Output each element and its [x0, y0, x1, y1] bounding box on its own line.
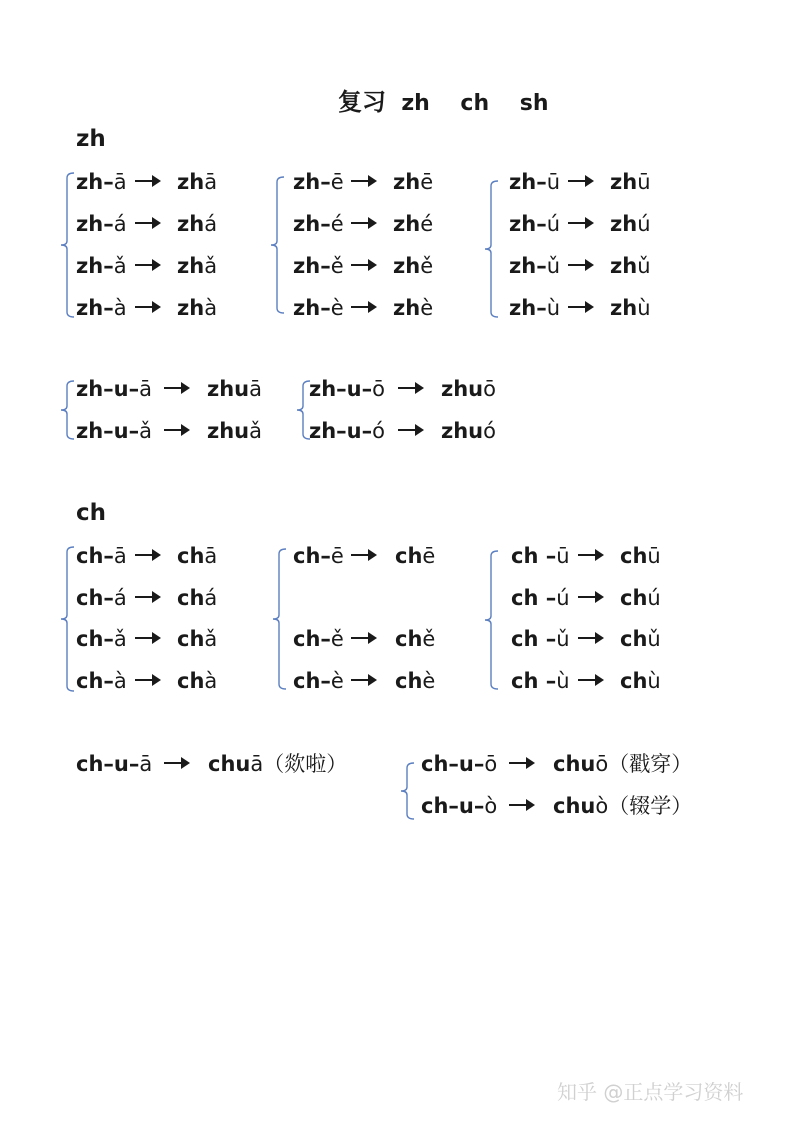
hyphen: – — [545, 586, 557, 610]
result-initial: zh — [177, 170, 205, 194]
result-initial: zhu — [207, 419, 250, 443]
tone-final: ò — [484, 794, 498, 818]
tone-final: ō — [372, 377, 385, 401]
pinyin-row — [511, 667, 700, 695]
result-tone: ū — [637, 170, 651, 194]
pinyin-row — [293, 252, 473, 280]
hyphen: – — [103, 212, 114, 236]
example-word: （辍学） — [608, 794, 693, 818]
right-arrow-icon — [351, 306, 375, 308]
result-initial: ch — [620, 627, 648, 651]
result-syllable — [610, 252, 651, 280]
result-syllable — [177, 168, 217, 196]
result-syllable — [553, 792, 692, 820]
tone-final: ā — [113, 544, 127, 568]
initial-part: ch–u — [421, 794, 474, 818]
right-arrow-icon — [351, 679, 375, 681]
right-arrow-icon — [568, 180, 592, 182]
tone-final: ō — [484, 752, 498, 776]
initial-part: zh — [293, 254, 321, 278]
result-initial: zh — [610, 254, 638, 278]
hyphen: – — [320, 170, 331, 194]
tone-final: è — [330, 296, 344, 320]
pinyin-row — [421, 750, 794, 778]
pinyin-row — [293, 625, 475, 653]
result-initial: ch — [620, 586, 648, 610]
result-tone: ě — [420, 254, 434, 278]
initial-part: ch — [76, 627, 104, 651]
initial-part: zh — [509, 212, 537, 236]
pinyin-row — [76, 542, 257, 570]
hyphen: – — [536, 254, 547, 278]
initial-part: ch — [293, 669, 321, 693]
right-arrow-icon — [509, 804, 533, 806]
tone-final: ǎ — [113, 627, 127, 651]
tone-final: ā — [139, 377, 152, 401]
initial-part: zh–u — [76, 377, 129, 401]
right-arrow-icon — [578, 596, 602, 598]
left-brace-icon — [484, 180, 500, 318]
result-syllable — [620, 625, 661, 653]
initial-part: ch — [76, 669, 104, 693]
tone-final: á — [113, 586, 127, 610]
initial-part: zh — [76, 212, 104, 236]
result-tone: ǎ — [204, 627, 218, 651]
initial-part: zh — [293, 212, 321, 236]
initial-part: zh — [509, 170, 537, 194]
tone-final: ó — [372, 419, 385, 443]
right-arrow-icon — [398, 387, 422, 389]
pinyin-row — [76, 625, 257, 653]
result-syllable — [177, 210, 217, 238]
result-initial: zhu — [441, 419, 484, 443]
initial-part: zh — [293, 170, 321, 194]
result-initial: ch — [620, 544, 648, 568]
pinyin-row — [76, 168, 257, 196]
result-tone: ǔ — [637, 254, 651, 278]
result-initial: zh — [610, 296, 638, 320]
right-arrow-icon — [135, 222, 159, 224]
result-initial: zh — [393, 296, 421, 320]
result-tone: ā — [204, 544, 218, 568]
right-arrow-icon — [351, 637, 375, 639]
initial-part: ch — [76, 544, 104, 568]
right-arrow-icon — [351, 264, 375, 266]
result-initial: ch — [620, 669, 648, 693]
hyphen: – — [103, 254, 114, 278]
result-tone: ú — [647, 586, 661, 610]
left-brace-icon — [60, 172, 76, 318]
result-syllable — [553, 750, 692, 778]
result-tone: ě — [422, 627, 436, 651]
result-tone: á — [204, 586, 218, 610]
right-arrow-icon — [509, 762, 533, 764]
initial-part: ch — [511, 586, 546, 610]
initial-part: zh — [76, 296, 104, 320]
right-arrow-icon — [135, 679, 159, 681]
right-arrow-icon — [351, 554, 375, 556]
hyphen: – — [320, 627, 331, 651]
hyphen: – — [320, 254, 331, 278]
pinyin-row — [76, 417, 287, 445]
result-tone: ò — [595, 794, 609, 818]
initial-part: ch — [511, 544, 546, 568]
right-arrow-icon — [578, 679, 602, 681]
result-initial: ch — [177, 586, 205, 610]
initial-part: ch–u — [76, 752, 129, 776]
hyphen: – — [361, 419, 373, 443]
right-arrow-icon — [568, 306, 592, 308]
initial-part: zh — [76, 254, 104, 278]
initial-part: zh–u — [309, 419, 362, 443]
heading-ch: ch — [76, 500, 107, 526]
result-syllable — [441, 375, 496, 403]
pinyin-row — [76, 294, 257, 322]
result-tone: à — [204, 669, 218, 693]
tone-final: ǔ — [546, 254, 560, 278]
pinyin-row — [509, 252, 690, 280]
result-syllable — [395, 625, 435, 653]
left-brace-icon — [60, 546, 76, 692]
pinyin-row — [309, 417, 521, 445]
tone-final: ē — [330, 544, 344, 568]
hyphen: – — [103, 170, 114, 194]
result-initial: zh — [393, 254, 421, 278]
result-tone: ǎ — [204, 254, 218, 278]
tone-final: ù — [556, 669, 570, 693]
tone-final: ū — [546, 170, 560, 194]
result-initial: ch — [177, 544, 205, 568]
initial-part: ch–u — [421, 752, 474, 776]
right-arrow-icon — [164, 387, 188, 389]
tone-final: ā — [139, 752, 153, 776]
result-tone: ō — [595, 752, 609, 776]
tone-final: ú — [546, 212, 560, 236]
result-syllable — [395, 667, 435, 695]
hyphen: – — [320, 296, 331, 320]
tone-final: ù — [546, 296, 560, 320]
pinyin-row — [293, 294, 473, 322]
left-brace-icon — [270, 176, 286, 314]
hyphen: – — [128, 419, 140, 443]
result-syllable — [177, 584, 217, 612]
tone-final: è — [330, 669, 344, 693]
tone-final: ě — [330, 627, 344, 651]
pinyin-row — [76, 375, 287, 403]
example-word: （欻啦） — [263, 752, 348, 776]
initial-part: zh — [76, 170, 104, 194]
hyphen: – — [545, 544, 557, 568]
result-syllable — [177, 542, 217, 570]
right-arrow-icon — [135, 554, 159, 556]
right-arrow-icon — [164, 762, 188, 764]
result-initial: ch — [395, 544, 423, 568]
initial-part: ch — [293, 544, 321, 568]
right-arrow-icon — [351, 180, 375, 182]
tone-final: é — [330, 212, 344, 236]
result-initial: ch — [177, 627, 205, 651]
hyphen: – — [128, 377, 140, 401]
pinyin-row — [509, 168, 690, 196]
tone-final: ě — [330, 254, 344, 278]
result-syllable — [620, 584, 661, 612]
hyphen: – — [320, 669, 331, 693]
result-initial: ch — [395, 669, 423, 693]
pinyin-row — [511, 542, 700, 570]
right-arrow-icon — [164, 429, 188, 431]
left-brace-icon — [400, 762, 416, 820]
example-word: （戳穿） — [608, 752, 693, 776]
hyphen: – — [320, 544, 331, 568]
pinyin-row — [293, 542, 475, 570]
result-tone: è — [422, 669, 436, 693]
result-initial: ch — [177, 669, 205, 693]
right-arrow-icon — [135, 264, 159, 266]
result-initial: zh — [393, 170, 421, 194]
result-tone: ó — [483, 419, 496, 443]
result-tone: ā — [204, 170, 218, 194]
pinyin-row — [76, 584, 257, 612]
result-tone: á — [204, 212, 218, 236]
page-title — [338, 82, 549, 117]
result-initial: zh — [177, 296, 205, 320]
hyphen: – — [536, 296, 547, 320]
right-arrow-icon — [351, 222, 375, 224]
result-syllable — [441, 417, 496, 445]
right-arrow-icon — [578, 637, 602, 639]
hyphen: – — [103, 586, 114, 610]
result-syllable — [610, 294, 651, 322]
result-tone: ù — [637, 296, 651, 320]
result-syllable — [177, 625, 217, 653]
hyphen: – — [536, 212, 547, 236]
result-syllable — [208, 750, 347, 778]
result-syllable — [620, 667, 661, 695]
result-initial: chu — [208, 752, 251, 776]
result-initial: zh — [177, 212, 205, 236]
result-tone: ū — [647, 544, 661, 568]
hyphen: – — [103, 544, 114, 568]
result-syllable — [395, 542, 435, 570]
result-initial: zhu — [207, 377, 250, 401]
left-brace-icon — [60, 380, 76, 440]
hyphen: – — [361, 377, 373, 401]
result-tone: ú — [637, 212, 651, 236]
tone-final: à — [113, 669, 127, 693]
initial-part: zh — [509, 254, 537, 278]
result-tone: ǔ — [647, 627, 661, 651]
pinyin-row — [511, 584, 700, 612]
right-arrow-icon — [135, 180, 159, 182]
hyphen: – — [473, 794, 485, 818]
hyphen: – — [320, 212, 331, 236]
tone-final: ǔ — [556, 627, 570, 651]
tone-final: á — [113, 212, 127, 236]
result-initial: zh — [610, 170, 638, 194]
result-tone: ē — [422, 544, 436, 568]
result-initial: zh — [393, 212, 421, 236]
watermark: 知乎 @正点学习资料 — [557, 1080, 744, 1104]
result-initial: chu — [553, 752, 596, 776]
title-cn: 复习 — [338, 87, 386, 116]
initial-part: zh — [509, 296, 537, 320]
pinyin-row — [76, 667, 257, 695]
result-tone: ǎ — [249, 419, 262, 443]
tone-final: ū — [556, 544, 570, 568]
result-tone: é — [420, 212, 434, 236]
result-tone: ā — [249, 377, 262, 401]
heading-zh: zh — [76, 126, 106, 152]
result-syllable — [207, 375, 262, 403]
pinyin-row — [293, 667, 475, 695]
right-arrow-icon — [398, 429, 422, 431]
tone-final: à — [113, 296, 127, 320]
pinyin-row — [509, 294, 690, 322]
pinyin-row — [421, 792, 794, 820]
result-syllable — [393, 210, 433, 238]
result-tone: ù — [647, 669, 661, 693]
result-initial: zh — [177, 254, 205, 278]
result-syllable — [393, 294, 433, 322]
result-tone: à — [204, 296, 218, 320]
result-syllable — [177, 294, 217, 322]
pinyin-row — [76, 252, 257, 280]
result-initial: zh — [610, 212, 638, 236]
left-brace-icon — [272, 548, 288, 690]
hyphen: – — [545, 669, 557, 693]
hyphen: – — [103, 296, 114, 320]
result-tone: ē — [420, 170, 434, 194]
right-arrow-icon — [568, 222, 592, 224]
result-initial: zhu — [441, 377, 484, 401]
tone-final: ǎ — [139, 419, 152, 443]
hyphen: – — [536, 170, 547, 194]
result-syllable — [620, 542, 661, 570]
initial-part: ch — [293, 627, 321, 651]
initial-part: ch — [76, 586, 104, 610]
left-brace-icon — [484, 550, 500, 690]
hyphen: – — [103, 627, 114, 651]
right-arrow-icon — [568, 264, 592, 266]
initial-part: zh–u — [76, 419, 129, 443]
result-syllable — [177, 667, 217, 695]
initial-part: ch — [511, 627, 546, 651]
tone-final: ā — [113, 170, 127, 194]
result-tone: ā — [250, 752, 264, 776]
hyphen: – — [128, 752, 140, 776]
result-tone: ō — [483, 377, 496, 401]
tone-final: ú — [556, 586, 570, 610]
pinyin-row — [76, 210, 257, 238]
initial-part: ch — [511, 669, 546, 693]
result-syllable — [610, 210, 651, 238]
pinyin-row — [511, 625, 700, 653]
hyphen: – — [545, 627, 557, 651]
right-arrow-icon — [135, 637, 159, 639]
initial-part: zh — [293, 296, 321, 320]
result-initial: chu — [553, 794, 596, 818]
result-syllable — [177, 252, 217, 280]
pinyin-row — [309, 375, 521, 403]
pinyin-row — [509, 210, 690, 238]
result-syllable — [207, 417, 262, 445]
result-tone: è — [420, 296, 434, 320]
tone-final: ē — [330, 170, 344, 194]
initial-part: zh–u — [309, 377, 362, 401]
result-initial: ch — [395, 627, 423, 651]
hyphen: – — [473, 752, 485, 776]
result-syllable — [393, 168, 433, 196]
result-syllable — [393, 252, 433, 280]
pinyin-row — [293, 168, 473, 196]
right-arrow-icon — [135, 306, 159, 308]
right-arrow-icon — [578, 554, 602, 556]
pinyin-row — [293, 210, 473, 238]
hyphen: – — [103, 669, 114, 693]
result-syllable — [610, 168, 651, 196]
title-rest: zh ch sh — [386, 91, 549, 116]
tone-final: ǎ — [113, 254, 127, 278]
right-arrow-icon — [135, 596, 159, 598]
